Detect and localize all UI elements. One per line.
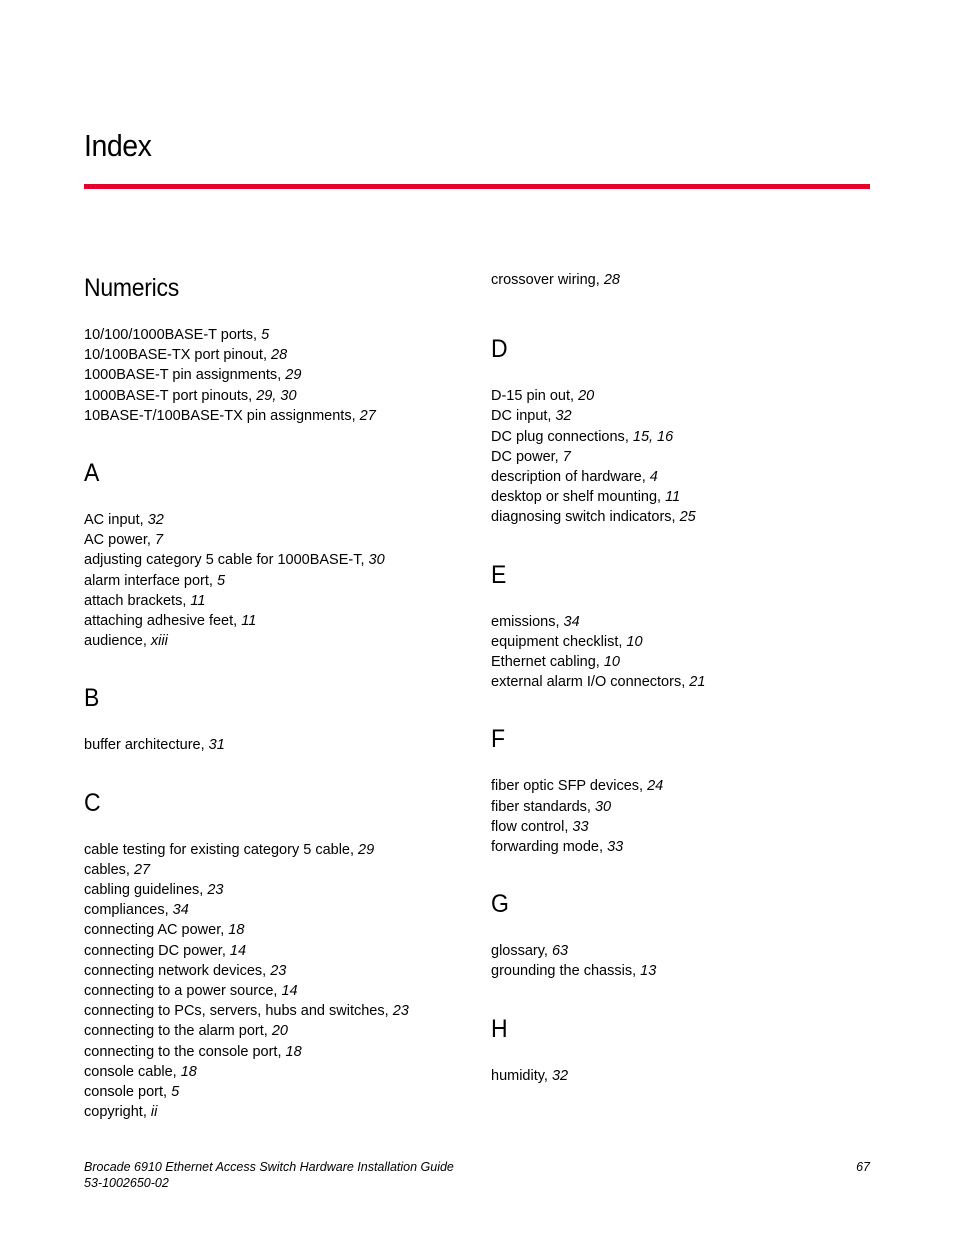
index-entry-term: connecting AC power (84, 922, 221, 939)
index-entry-term: 10/100/1000BASE-T ports (84, 327, 254, 343)
index-entry: fiber standards, 30 (491, 798, 612, 815)
index-entry-term: AC input (84, 512, 140, 529)
index-entry-pages: 29, 30 (256, 387, 297, 404)
index-entry: DC plug connections, 15, 16 (491, 428, 674, 445)
index-entry: crossover wiring, 28 (491, 272, 620, 288)
index-section (491, 886, 871, 981)
index-entry-pages: 20 (578, 388, 595, 405)
index-section (84, 455, 464, 651)
index-entry: copyright, ii (84, 1104, 158, 1121)
section-heading: D (491, 335, 508, 364)
index-entry-pages: 14 (281, 983, 298, 1000)
index-entry-term: description of hardware (491, 469, 642, 486)
index-entry-pages: 27 (133, 861, 151, 878)
index-entry-pages: 32 (147, 512, 164, 529)
index-entry-term: connecting to a power source (84, 983, 274, 1000)
index-entry-term: connecting to the alarm port (84, 1023, 264, 1040)
index-entry-pages: 24 (647, 778, 664, 795)
index-entry-term: flow control (491, 818, 565, 835)
index-entry-term: D-15 pin out (491, 388, 570, 405)
index-entry-pages: 23 (207, 882, 224, 899)
index-entry-pages: 32 (555, 408, 572, 425)
index-entry-pages: 23 (270, 962, 287, 979)
section-entries (84, 840, 464, 1123)
page-title: Index (84, 128, 152, 163)
index-entry-term: glossary (491, 943, 544, 960)
section-heading: E (491, 560, 507, 589)
index-entry-term: 10/100BASE-TX port pinout (84, 347, 263, 364)
index-entry-term: desktop or shelf mounting (491, 489, 658, 506)
index-entry-term: 1000BASE-T pin assignments (84, 367, 278, 384)
continuation-entries (491, 270, 871, 290)
section-heading: Numerics (84, 274, 179, 302)
section-entries (491, 386, 871, 527)
index-section (491, 721, 871, 857)
index-entry-pages: 33 (572, 818, 589, 835)
index-entry-pages: 5 (216, 572, 226, 589)
index-entry: cabling guidelines, 23 (84, 882, 224, 899)
footer-page-number: 67 (856, 1160, 870, 1174)
index-entry: DC input, 32 (491, 408, 572, 425)
index-entry-term: DC input (491, 408, 548, 425)
index-entry: cables, 27 (84, 861, 151, 878)
index-entry: DC power, 7 (491, 448, 571, 465)
index-entry-term: attaching adhesive feet (84, 613, 234, 630)
index-entry: connecting to a power source, 14 (84, 983, 298, 1000)
index-entry-term: DC power (491, 448, 555, 465)
index-entry-pages: 34 (563, 613, 580, 630)
section-heading: B (84, 684, 100, 713)
index-entry-pages: 7 (154, 532, 164, 549)
footer-document-number: 53-1002650-02 (84, 1176, 169, 1190)
index-entry-term: cabling guidelines (84, 882, 200, 899)
index-entry: 10/100/1000BASE-T ports, 5 (84, 327, 270, 343)
index-entry-pages: 5 (171, 1084, 180, 1101)
index-entry: 10/100BASE-TX port pinout, 28 (84, 347, 288, 364)
index-entry-term: Ethernet cabling (491, 654, 596, 671)
index-entry-term: 1000BASE-T port pinouts (84, 387, 249, 404)
section-entries (84, 735, 464, 755)
index-entry-pages: 28 (271, 347, 288, 364)
index-entry: compliances, 34 (84, 902, 189, 919)
index-entry-term: cable testing for existing category 5 cable (84, 841, 350, 858)
section-entries (84, 510, 464, 651)
index-entry-pages: 15, 16 (632, 428, 674, 445)
index-entry: description of hardware, 4 (491, 469, 658, 486)
index-entry: cable testing for existing category 5 cable, 29 (84, 841, 375, 858)
index-entry: 1000BASE-T pin assignments, 29 (84, 367, 302, 384)
index-entry-term: adjusting category 5 cable for 1000BASE-T (84, 552, 361, 569)
index-section (491, 1011, 871, 1086)
index-entry-pages: 14 (229, 942, 247, 959)
index-entry-pages: 23 (392, 1003, 409, 1020)
index-entry-term: emissions (491, 613, 556, 630)
index-entry-pages: 18 (180, 1063, 197, 1080)
index-entry: emissions, 34 (491, 613, 580, 630)
index-entry-pages: 29 (285, 367, 302, 384)
section-entries (491, 776, 871, 857)
index-entry-pages: 33 (607, 839, 624, 856)
index-entry: connecting to the alarm port, 20 (84, 1023, 288, 1040)
index-entry-pages: 25 (679, 509, 696, 526)
index-entry-pages: 34 (172, 902, 189, 919)
index-entry-term: connecting network devices (84, 962, 263, 979)
index-entry-term: console cable (84, 1063, 173, 1080)
index-entry-pages: 27 (359, 407, 376, 424)
index-entry: diagnosing switch indicators, 25 (491, 509, 696, 526)
page-footer (84, 1159, 870, 1191)
index-entry: equipment checklist, 10 (491, 633, 643, 650)
index-entry-pages: 5 (261, 327, 270, 343)
section-heading: G (491, 890, 509, 919)
index-entry: glossary, 63 (491, 943, 569, 960)
title-rule (84, 184, 870, 189)
index-entry-term: connecting to the console port (84, 1043, 278, 1060)
index-entry-term: humidity (491, 1067, 544, 1084)
index-section (84, 680, 464, 755)
index-entry-pages: 20 (271, 1023, 288, 1040)
index-entry: AC power, 7 (84, 532, 164, 549)
index-entry: audience, xiii (84, 633, 168, 650)
index-entry: desktop or shelf mounting, 11 (491, 489, 681, 506)
section-entries (491, 612, 871, 693)
index-entry: AC input, 32 (84, 512, 164, 529)
index-entry-pages: 7 (562, 448, 571, 465)
index-entry-term: external alarm I/O connectors (491, 674, 682, 691)
index-entry-term: buffer architecture (84, 737, 201, 754)
index-entry-term: DC plug connections (491, 428, 625, 445)
index-entry: humidity, 32 (491, 1067, 569, 1084)
index-entry: alarm interface port, 5 (84, 572, 226, 589)
index-entry-pages: 30 (368, 552, 385, 569)
index-entry-pages: 10 (603, 654, 620, 671)
index-entry-pages: 11 (665, 489, 681, 506)
section-heading: F (491, 725, 505, 754)
index-entry-pages: 10 (626, 633, 643, 650)
index-entry-term: grounding the chassis (491, 963, 633, 980)
index-entry-pages: xiii (150, 633, 168, 650)
index-entry-term: diagnosing switch indicators (491, 509, 672, 526)
index-entry-pages: 32 (551, 1067, 569, 1084)
section-heading: H (491, 1014, 508, 1043)
index-entry-term: AC power (84, 532, 147, 549)
index-entry: buffer architecture, 31 (84, 737, 225, 754)
index-entry-term: crossover wiring (491, 272, 596, 288)
index-entry-pages: 18 (285, 1043, 302, 1060)
index-entry-pages: 21 (689, 674, 706, 691)
index-entry-pages: 13 (640, 963, 657, 980)
index-column-left (84, 270, 464, 1151)
index-entry: connecting to PCs, servers, hubs and switches, 23 (84, 1003, 409, 1020)
section-entries (491, 1066, 871, 1086)
index-entry-term: console port (84, 1084, 163, 1101)
index-entry: external alarm I/O connectors, 21 (491, 674, 706, 691)
index-entry-pages: 29 (358, 841, 375, 858)
index-entry-term: equipment checklist (491, 633, 619, 650)
index-entry: connecting DC power, 14 (84, 942, 247, 959)
index-section (491, 331, 871, 527)
index-entry-term: connecting DC power (84, 942, 222, 959)
index-entry-pages: 4 (649, 469, 658, 486)
index-entry-term: audience (84, 633, 143, 650)
index-entry-term: connecting to PCs, servers, hubs and switches (84, 1003, 385, 1020)
index-entry: forwarding mode, 33 (491, 839, 624, 856)
index-entry-pages: ii (150, 1104, 158, 1121)
index-entry: 10BASE-T/100BASE-TX pin assignments, 27 (84, 407, 376, 424)
index-section (491, 557, 871, 693)
index-entry-term: copyright (84, 1104, 143, 1121)
index-entry: fiber optic SFP devices, 24 (491, 778, 664, 795)
index-section (84, 785, 464, 1123)
index-entry: console cable, 18 (84, 1063, 197, 1080)
index-entry-term: 10BASE-T/100BASE-TX pin assignments (84, 407, 352, 424)
index-entry: connecting network devices, 23 (84, 962, 287, 979)
index-entry: connecting to the console port, 18 (84, 1043, 302, 1060)
index-entry-term: forwarding mode (491, 839, 599, 856)
index-entry-pages: 11 (241, 613, 257, 630)
index-entry-pages: 30 (594, 798, 612, 815)
index-entry: console port, 5 (84, 1084, 180, 1101)
index-entry-term: alarm interface port (84, 572, 209, 589)
index-entry-pages: 63 (551, 943, 569, 960)
index-entry: Ethernet cabling, 10 (491, 654, 620, 671)
index-section (84, 270, 464, 426)
index-entry-pages: 18 (228, 922, 245, 939)
index-entry: D-15 pin out, 20 (491, 388, 595, 405)
index-entry: adjusting category 5 cable for 1000BASE-T, 30 (84, 552, 385, 569)
index-entry-term: fiber standards (491, 798, 587, 815)
section-heading: C (84, 788, 101, 817)
index-entry: 1000BASE-T port pinouts, 29, 30 (84, 387, 297, 404)
index-entry: flow control, 33 (491, 818, 589, 835)
section-entries (84, 325, 464, 426)
index-entry: grounding the chassis, 13 (491, 963, 657, 980)
index-column-right (491, 270, 871, 1115)
index-entry-pages: 11 (190, 592, 206, 609)
index-entry-pages: 28 (603, 272, 620, 288)
index-entry-term: attach brackets (84, 592, 183, 609)
index-entry-term: fiber optic SFP devices (491, 778, 640, 795)
section-heading: A (84, 459, 100, 488)
index-entry-term: compliances (84, 902, 165, 919)
section-entries (491, 941, 871, 981)
index-entry-term: cables (84, 861, 126, 878)
index-entry-pages: 31 (208, 737, 225, 754)
index-entry: attach brackets, 11 (84, 592, 206, 609)
index-entry: connecting AC power, 18 (84, 922, 245, 939)
index-entry: attaching adhesive feet, 11 (84, 613, 257, 630)
footer-document-title: Brocade 6910 Ethernet Access Switch Hardware Installation Guide (84, 1160, 454, 1174)
